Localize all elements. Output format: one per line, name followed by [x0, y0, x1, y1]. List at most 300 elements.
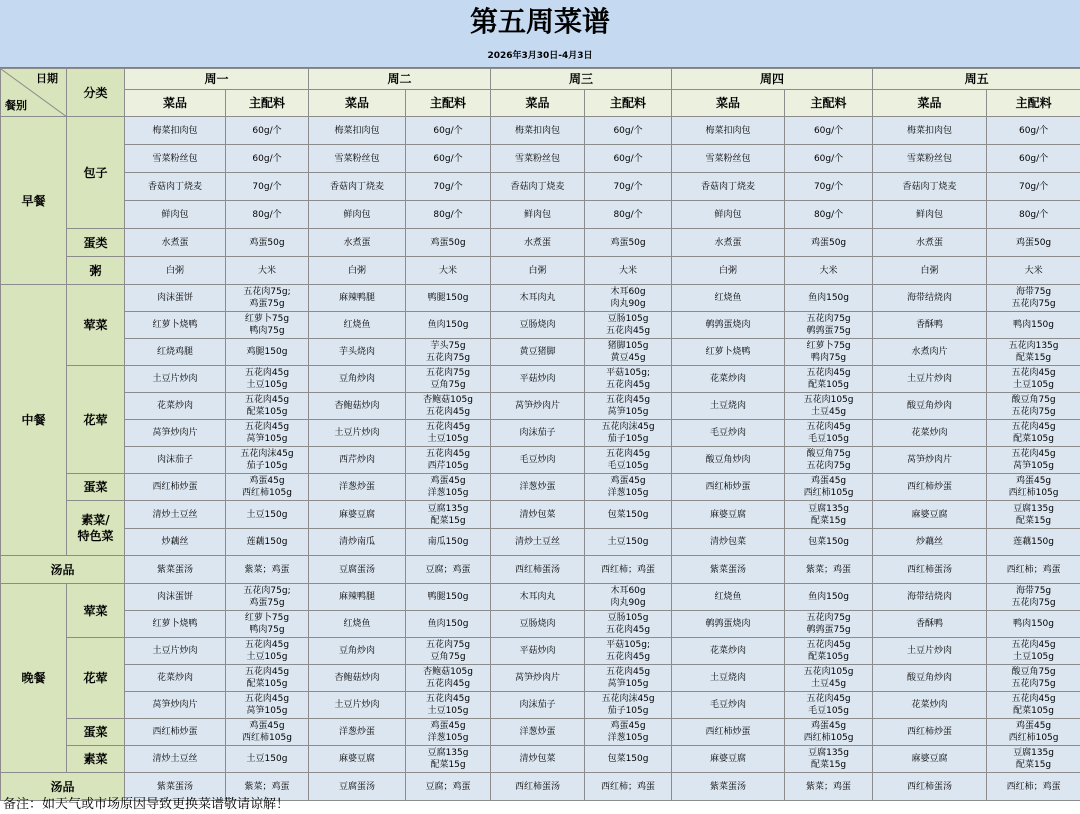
ingredient-cell: 五花肉45g 配菜105g [226, 393, 309, 420]
ingredient-cell: 鸡蛋45g 西红柿105g [987, 719, 1080, 746]
ingredient-cell: 鱼肉150g [785, 285, 873, 312]
dish-cell: 梅菜扣肉包 [873, 117, 987, 145]
dish-cell: 红萝卜烧鸭 [125, 312, 226, 339]
meal-cell-breakfast: 早餐 [1, 117, 67, 285]
ingredient-cell: 酸豆角75g 五花肉75g [785, 447, 873, 474]
dish-cell: 肉沫茄子 [491, 420, 585, 447]
dish-cell: 西红柿炒蛋 [873, 474, 987, 501]
menu-row [1, 366, 1080, 393]
title-banner [0, 0, 1080, 68]
dish-cell: 西红柿蛋汤 [873, 556, 987, 584]
dish-cell: 水煮蛋 [491, 229, 585, 257]
footer-note: 备注：如天气或市场原因导致更换菜谱敬请谅解！ [3, 797, 290, 812]
dish-cell: 香酥鸭 [873, 611, 987, 638]
category-cell: 蛋菜 [67, 474, 125, 501]
dish-cell: 鲜肉包 [125, 201, 226, 229]
ingredient-cell: 五花肉45g 土豆105g [226, 638, 309, 665]
ingredient-col-header: 主配料 [226, 90, 309, 117]
dish-cell: 清炒土豆丝 [491, 529, 585, 556]
category-cell: 蛋类 [67, 229, 125, 257]
dish-cell: 土豆烧肉 [672, 665, 785, 692]
ingredient-cell: 西红柿；鸡蛋 [987, 773, 1080, 801]
dish-cell: 豆腐蛋汤 [309, 773, 406, 801]
dish-cell: 麻婆豆腐 [672, 746, 785, 773]
ingredient-cell: 紫菜；鸡蛋 [785, 556, 873, 584]
dish-cell: 花菜炒肉 [672, 366, 785, 393]
dish-col-header: 菜品 [672, 90, 785, 117]
ingredient-cell: 五花肉75g; 鸡蛋75g [226, 584, 309, 611]
dish-cell: 豆肠烧肉 [491, 611, 585, 638]
ingredient-cell: 60g/个 [406, 145, 491, 173]
dish-cell: 香菇肉丁烧麦 [309, 173, 406, 201]
ingredient-cell: 西红柿；鸡蛋 [585, 556, 672, 584]
ingredient-cell: 鸡蛋45g 洋葱105g [585, 719, 672, 746]
dish-cell: 红烧鱼 [309, 312, 406, 339]
dish-cell: 梅菜扣肉包 [491, 117, 585, 145]
ingredient-cell: 西红柿；鸡蛋 [585, 773, 672, 801]
ingredient-cell: 五花肉105g 土豆45g [785, 393, 873, 420]
dish-cell: 清炒土豆丝 [125, 746, 226, 773]
dish-cell: 肉沫蛋饼 [125, 285, 226, 312]
category-cell: 花荤 [67, 366, 125, 474]
dish-cell: 洋葱炒蛋 [491, 719, 585, 746]
ingredient-cell: 80g/个 [406, 201, 491, 229]
menu-row [1, 145, 1080, 173]
menu-row [1, 611, 1080, 638]
menu-row [1, 447, 1080, 474]
ingredient-cell: 豆腐135g 配菜15g [785, 746, 873, 773]
dish-cell: 麻婆豆腐 [309, 501, 406, 529]
dish-cell: 雪菜粉丝包 [491, 145, 585, 173]
dish-cell: 麻婆豆腐 [672, 501, 785, 529]
menu-row [1, 665, 1080, 692]
ingredient-cell: 五花肉45g 莴笋105g [585, 665, 672, 692]
day-header: 周四 [672, 69, 873, 90]
ingredient-cell: 五花肉75g 鹌鹑蛋75g [785, 312, 873, 339]
ingredient-cell: 60g/个 [585, 145, 672, 173]
ingredient-cell: 豆腐135g 配菜15g [406, 746, 491, 773]
ingredient-cell: 五花肉45g 莴笋105g [585, 393, 672, 420]
dish-cell: 麻婆豆腐 [873, 501, 987, 529]
ingredient-cell: 海带75g 五花肉75g [987, 584, 1080, 611]
dish-cell: 香菇肉丁烧麦 [491, 173, 585, 201]
ingredient-cell: 大米 [226, 257, 309, 285]
dish-cell: 鲜肉包 [873, 201, 987, 229]
ingredient-cell: 豆腐135g 配菜15g [785, 501, 873, 529]
dish-cell: 土豆片炒肉 [125, 366, 226, 393]
ingredient-cell: 鸭腿150g [406, 584, 491, 611]
date-label: 日期 [36, 72, 58, 85]
dish-cell: 杏鲍菇炒肉 [309, 665, 406, 692]
dish-col-header: 菜品 [125, 90, 226, 117]
ingredient-cell: 包菜150g [785, 529, 873, 556]
dish-cell: 豆角炒肉 [309, 366, 406, 393]
ingredient-cell: 豆腐135g 配菜15g [406, 501, 491, 529]
dish-cell: 土豆片炒肉 [309, 692, 406, 719]
dish-cell: 红萝卜烧鸭 [672, 339, 785, 366]
ingredient-cell: 鸡蛋45g 洋葱105g [406, 719, 491, 746]
ingredient-cell: 五花肉45g 配菜105g [785, 638, 873, 665]
dish-cell: 土豆片炒肉 [873, 638, 987, 665]
ingredient-cell: 豆腐；鸡蛋 [406, 556, 491, 584]
ingredient-cell: 80g/个 [785, 201, 873, 229]
category-cell: 蛋菜 [67, 719, 125, 746]
dish-cell: 清炒包菜 [491, 746, 585, 773]
ingredient-cell: 60g/个 [406, 117, 491, 145]
ingredient-cell: 五花肉沫45g 茄子105g [585, 692, 672, 719]
ingredient-cell: 鸡蛋45g 洋葱105g [585, 474, 672, 501]
ingredient-cell: 紫菜；鸡蛋 [226, 773, 309, 801]
dish-cell: 芋头烧肉 [309, 339, 406, 366]
menu-row [1, 638, 1080, 665]
ingredient-cell: 海带75g 五花肉75g [987, 285, 1080, 312]
ingredient-cell: 五花肉45g 土豆105g [406, 692, 491, 719]
dish-cell: 海带结烧肉 [873, 584, 987, 611]
dish-cell: 紫菜蛋汤 [672, 556, 785, 584]
ingredient-cell: 60g/个 [785, 117, 873, 145]
ingredient-cell: 土豆150g [585, 529, 672, 556]
dish-cell: 鹌鹑蛋烧肉 [672, 312, 785, 339]
dish-cell: 水煮蛋 [125, 229, 226, 257]
dish-cell: 肉沫蛋饼 [125, 584, 226, 611]
menu-row [1, 229, 1080, 257]
dish-cell: 炒藕丝 [873, 529, 987, 556]
ingredient-cell: 土豆150g [226, 501, 309, 529]
ingredient-cell: 五花肉45g 土豆105g [406, 420, 491, 447]
dish-cell: 鲜肉包 [309, 201, 406, 229]
dish-cell: 花菜炒肉 [672, 638, 785, 665]
ingredient-cell: 五花肉45g 配菜105g [987, 692, 1080, 719]
ingredient-cell: 鸭肉150g [987, 312, 1080, 339]
dish-cell: 豆角炒肉 [309, 638, 406, 665]
ingredient-cell: 70g/个 [785, 173, 873, 201]
ingredient-cell: 鸭腿150g [406, 285, 491, 312]
ingredient-cell: 五花肉45g 土豆105g [226, 366, 309, 393]
ingredient-cell: 五花肉45g 莴笋105g [226, 692, 309, 719]
ingredient-cell: 鸡蛋45g 西红柿105g [226, 719, 309, 746]
day-header: 周五 [873, 69, 1080, 90]
dish-cell: 洋葱炒蛋 [309, 474, 406, 501]
ingredient-cell: 五花肉45g 毛豆105g [785, 692, 873, 719]
dish-cell: 西红柿炒蛋 [672, 719, 785, 746]
ingredient-cell: 红萝卜75g 鸭肉75g [226, 312, 309, 339]
ingredient-cell: 80g/个 [585, 201, 672, 229]
page-title: 第五周菜谱 [469, 5, 610, 38]
dish-cell: 雪菜粉丝包 [125, 145, 226, 173]
ingredient-cell: 鸡蛋50g [987, 229, 1080, 257]
ingredient-cell: 芋头75g 五花肉75g [406, 339, 491, 366]
soup-category-cell: 汤品 [1, 556, 125, 584]
dish-col-header: 菜品 [309, 90, 406, 117]
dish-cell: 花菜炒肉 [125, 393, 226, 420]
menu-row [1, 474, 1080, 501]
ingredient-cell: 红萝卜75g 鸭肉75g [785, 339, 873, 366]
ingredient-cell: 五花肉75g 豆角75g [406, 366, 491, 393]
day-header: 周一 [125, 69, 309, 90]
dish-cell: 红烧鱼 [309, 611, 406, 638]
ingredient-cell: 鸡腿150g [226, 339, 309, 366]
ingredient-cell: 豆腐135g 配菜15g [987, 501, 1080, 529]
dish-cell: 清炒土豆丝 [125, 501, 226, 529]
menu-row [1, 501, 1080, 529]
ingredient-cell: 70g/个 [585, 173, 672, 201]
dish-cell: 莴笋炒肉片 [873, 447, 987, 474]
ingredient-cell: 鱼肉150g [406, 611, 491, 638]
dish-cell: 莴笋炒肉片 [491, 393, 585, 420]
ingredient-cell: 平菇105g; 五花肉45g [585, 638, 672, 665]
category-cell: 荤菜 [67, 584, 125, 638]
dish-cell: 毛豆炒肉 [672, 692, 785, 719]
dish-cell: 清炒包菜 [491, 501, 585, 529]
dish-cell: 水煮蛋 [309, 229, 406, 257]
menu-row [1, 692, 1080, 719]
meal-cell-dinner: 晚餐 [1, 584, 67, 773]
dish-cell: 梅菜扣肉包 [672, 117, 785, 145]
dish-cell: 酸豆角炒肉 [672, 447, 785, 474]
dish-cell: 雪菜粉丝包 [873, 145, 987, 173]
ingredient-cell: 80g/个 [987, 201, 1080, 229]
dish-cell: 紫菜蛋汤 [125, 556, 226, 584]
ingredient-cell: 酸豆角75g 五花肉75g [987, 393, 1080, 420]
ingredient-cell: 五花肉75g 鹌鹑蛋75g [785, 611, 873, 638]
menu-row [1, 117, 1080, 145]
date-range: 2026年3月30日-4月3日 [487, 51, 593, 61]
dish-cell: 肉沫茄子 [491, 692, 585, 719]
ingredient-cell: 豆腐135g 配菜15g [987, 746, 1080, 773]
category-cell: 荤菜 [67, 285, 125, 366]
ingredient-cell: 五花肉45g 西芹105g [406, 447, 491, 474]
dish-cell: 雪菜粉丝包 [672, 145, 785, 173]
dish-cell: 水煮蛋 [672, 229, 785, 257]
dish-cell: 香酥鸭 [873, 312, 987, 339]
ingredient-cell: 鱼肉150g [406, 312, 491, 339]
category-cell: 素菜/ 特色菜 [67, 501, 125, 556]
menu-row [1, 312, 1080, 339]
ingredient-cell: 70g/个 [987, 173, 1080, 201]
ingredient-cell: 鸡蛋50g [785, 229, 873, 257]
dish-cell: 平菇炒肉 [491, 638, 585, 665]
dish-cell: 鹌鹑蛋烧肉 [672, 611, 785, 638]
dish-cell: 水煮肉片 [873, 339, 987, 366]
category-header: 分类 [67, 69, 125, 117]
dish-col-header: 菜品 [491, 90, 585, 117]
dish-cell: 鲜肉包 [672, 201, 785, 229]
dish-cell: 木耳肉丸 [491, 285, 585, 312]
menu-row [1, 201, 1080, 229]
ingredient-col-header: 主配料 [585, 90, 672, 117]
dish-cell: 洋葱炒蛋 [491, 474, 585, 501]
dish-cell: 红萝卜烧鸭 [125, 611, 226, 638]
ingredient-cell: 鸡蛋50g [406, 229, 491, 257]
dish-cell: 花菜炒肉 [873, 692, 987, 719]
dish-cell: 西红柿炒蛋 [125, 719, 226, 746]
dish-cell: 西红柿炒蛋 [873, 719, 987, 746]
dish-cell: 红烧鸡腿 [125, 339, 226, 366]
ingredient-cell: 西红柿；鸡蛋 [987, 556, 1080, 584]
ingredient-cell: 五花肉45g 毛豆105g [585, 447, 672, 474]
ingredient-cell: 大米 [406, 257, 491, 285]
dish-cell: 梅菜扣肉包 [309, 117, 406, 145]
ingredient-cell: 平菇105g; 五花肉45g [585, 366, 672, 393]
ingredient-cell: 南瓜150g [406, 529, 491, 556]
dish-cell: 白粥 [491, 257, 585, 285]
ingredient-cell: 鸡蛋45g 西红柿105g [785, 474, 873, 501]
ingredient-col-header: 主配料 [785, 90, 873, 117]
corner-diagonal-cell [1, 69, 67, 117]
dish-cell: 西红柿蛋汤 [491, 773, 585, 801]
ingredient-cell: 猪脚105g 黄豆45g [585, 339, 672, 366]
category-cell: 粥 [67, 257, 125, 285]
soup-category-cell: 汤品 [1, 773, 125, 801]
ingredient-cell: 紫菜；鸡蛋 [785, 773, 873, 801]
ingredient-cell: 木耳60g 肉丸90g [585, 584, 672, 611]
ingredient-cell: 五花肉45g 莴笋105g [987, 447, 1080, 474]
dish-cell: 香菇肉丁烧麦 [873, 173, 987, 201]
menu-row [1, 584, 1080, 611]
ingredient-cell: 鸡蛋45g 西红柿105g [226, 474, 309, 501]
menu-row [1, 173, 1080, 201]
dish-cell: 杏鲍菇炒肉 [309, 393, 406, 420]
ingredient-cell: 五花肉45g 配菜105g [987, 420, 1080, 447]
ingredient-cell: 紫菜；鸡蛋 [226, 556, 309, 584]
dish-cell: 红烧鱼 [672, 584, 785, 611]
dish-cell: 清炒南瓜 [309, 529, 406, 556]
ingredient-cell: 包菜150g [585, 501, 672, 529]
dish-cell: 酸豆角炒肉 [873, 665, 987, 692]
dish-cell: 麻婆豆腐 [309, 746, 406, 773]
ingredient-cell: 莲藕150g [226, 529, 309, 556]
dish-cell: 莴笋炒肉片 [125, 420, 226, 447]
menu-row [1, 420, 1080, 447]
ingredient-col-header: 主配料 [406, 90, 491, 117]
ingredient-cell: 五花肉75g; 鸡蛋75g [226, 285, 309, 312]
dish-cell: 西红柿蛋汤 [491, 556, 585, 584]
ingredient-cell: 酸豆角75g 五花肉75g [987, 665, 1080, 692]
dish-cell: 麻婆豆腐 [873, 746, 987, 773]
ingredient-cell: 80g/个 [226, 201, 309, 229]
dish-cell: 西红柿蛋汤 [873, 773, 987, 801]
ingredient-cell: 五花肉105g 土豆45g [785, 665, 873, 692]
ingredient-cell: 大米 [785, 257, 873, 285]
dish-cell: 土豆片炒肉 [125, 638, 226, 665]
menu-row [1, 556, 1080, 584]
dish-cell: 香菇肉丁烧麦 [672, 173, 785, 201]
ingredient-cell: 豆肠105g 五花肉45g [585, 611, 672, 638]
ingredient-cell: 70g/个 [406, 173, 491, 201]
dish-cell: 黄豆猪脚 [491, 339, 585, 366]
dish-cell: 平菇炒肉 [491, 366, 585, 393]
ingredient-cell: 莲藕150g [987, 529, 1080, 556]
dish-cell: 鲜肉包 [491, 201, 585, 229]
ingredient-cell: 五花肉45g 配菜105g [226, 665, 309, 692]
menu-row [1, 719, 1080, 746]
menu-row [1, 746, 1080, 773]
dish-cell: 土豆片炒肉 [873, 366, 987, 393]
dish-cell: 土豆片炒肉 [309, 420, 406, 447]
ingredient-cell: 鱼肉150g [785, 584, 873, 611]
ingredient-cell: 60g/个 [226, 145, 309, 173]
dish-cell: 香菇肉丁烧麦 [125, 173, 226, 201]
ingredient-cell: 五花肉45g 毛豆105g [785, 420, 873, 447]
ingredient-cell: 五花肉135g 配菜15g [987, 339, 1080, 366]
dish-cell: 酸豆角炒肉 [873, 393, 987, 420]
dish-cell: 白粥 [309, 257, 406, 285]
ingredient-cell: 鸡蛋50g [226, 229, 309, 257]
dish-cell: 麻辣鸭腿 [309, 584, 406, 611]
dish-cell: 洋葱炒蛋 [309, 719, 406, 746]
ingredient-cell: 五花肉45g 莴笋105g [226, 420, 309, 447]
dish-cell: 肉沫茄子 [125, 447, 226, 474]
meal-label: 餐别 [5, 99, 27, 112]
ingredient-cell: 五花肉45g 配菜105g [785, 366, 873, 393]
dish-cell: 麻辣鸭腿 [309, 285, 406, 312]
dish-cell: 白粥 [125, 257, 226, 285]
ingredient-cell: 红萝卜75g 鸭肉75g [226, 611, 309, 638]
ingredient-cell: 60g/个 [987, 117, 1080, 145]
dish-cell: 雪菜粉丝包 [309, 145, 406, 173]
dish-cell: 木耳肉丸 [491, 584, 585, 611]
ingredient-cell: 木耳60g 肉丸90g [585, 285, 672, 312]
menu-row [1, 529, 1080, 556]
ingredient-col-header: 主配料 [987, 90, 1080, 117]
menu-table [0, 68, 1080, 801]
dish-col-header: 菜品 [873, 90, 987, 117]
ingredient-cell: 豆腐；鸡蛋 [406, 773, 491, 801]
ingredient-cell: 包菜150g [585, 746, 672, 773]
dish-cell: 莴笋炒肉片 [491, 665, 585, 692]
dish-cell: 梅菜扣肉包 [125, 117, 226, 145]
dish-cell: 莴笋炒肉片 [125, 692, 226, 719]
ingredient-cell: 五花肉45g 土豆105g [987, 366, 1080, 393]
meal-cell-lunch: 中餐 [1, 285, 67, 556]
dish-cell: 豆腐蛋汤 [309, 556, 406, 584]
ingredient-cell: 五花肉沫45g 茄子105g [226, 447, 309, 474]
ingredient-cell: 60g/个 [987, 145, 1080, 173]
ingredient-cell: 鸡蛋45g 西红柿105g [785, 719, 873, 746]
dish-cell: 花菜炒肉 [873, 420, 987, 447]
ingredient-cell: 杏鲍菇105g 五花肉45g [406, 393, 491, 420]
dish-cell: 西芹炒肉 [309, 447, 406, 474]
ingredient-cell: 鸡蛋45g 洋葱105g [406, 474, 491, 501]
category-cell: 包子 [67, 117, 125, 229]
dish-cell: 西红柿炒蛋 [672, 474, 785, 501]
ingredient-cell: 大米 [987, 257, 1080, 285]
dish-cell: 豆肠烧肉 [491, 312, 585, 339]
dish-cell: 白粥 [873, 257, 987, 285]
ingredient-cell: 鸭肉150g [987, 611, 1080, 638]
dish-cell: 红烧鱼 [672, 285, 785, 312]
day-header: 周二 [309, 69, 491, 90]
dish-cell: 土豆烧肉 [672, 393, 785, 420]
ingredient-cell: 鸡蛋45g 西红柿105g [987, 474, 1080, 501]
ingredient-cell: 五花肉沫45g 茄子105g [585, 420, 672, 447]
menu-row [1, 393, 1080, 420]
dish-cell: 紫菜蛋汤 [125, 773, 226, 801]
ingredient-cell: 豆肠105g 五花肉45g [585, 312, 672, 339]
ingredient-cell: 土豆150g [226, 746, 309, 773]
ingredient-cell: 五花肉75g 豆角75g [406, 638, 491, 665]
dish-cell: 毛豆炒肉 [491, 447, 585, 474]
category-cell: 花荤 [67, 638, 125, 719]
ingredient-cell: 鸡蛋50g [585, 229, 672, 257]
ingredient-cell: 70g/个 [226, 173, 309, 201]
menu-row [1, 339, 1080, 366]
dish-cell: 炒藕丝 [125, 529, 226, 556]
menu-row [1, 257, 1080, 285]
category-cell: 素菜 [67, 746, 125, 773]
dish-cell: 水煮蛋 [873, 229, 987, 257]
ingredient-cell: 60g/个 [585, 117, 672, 145]
